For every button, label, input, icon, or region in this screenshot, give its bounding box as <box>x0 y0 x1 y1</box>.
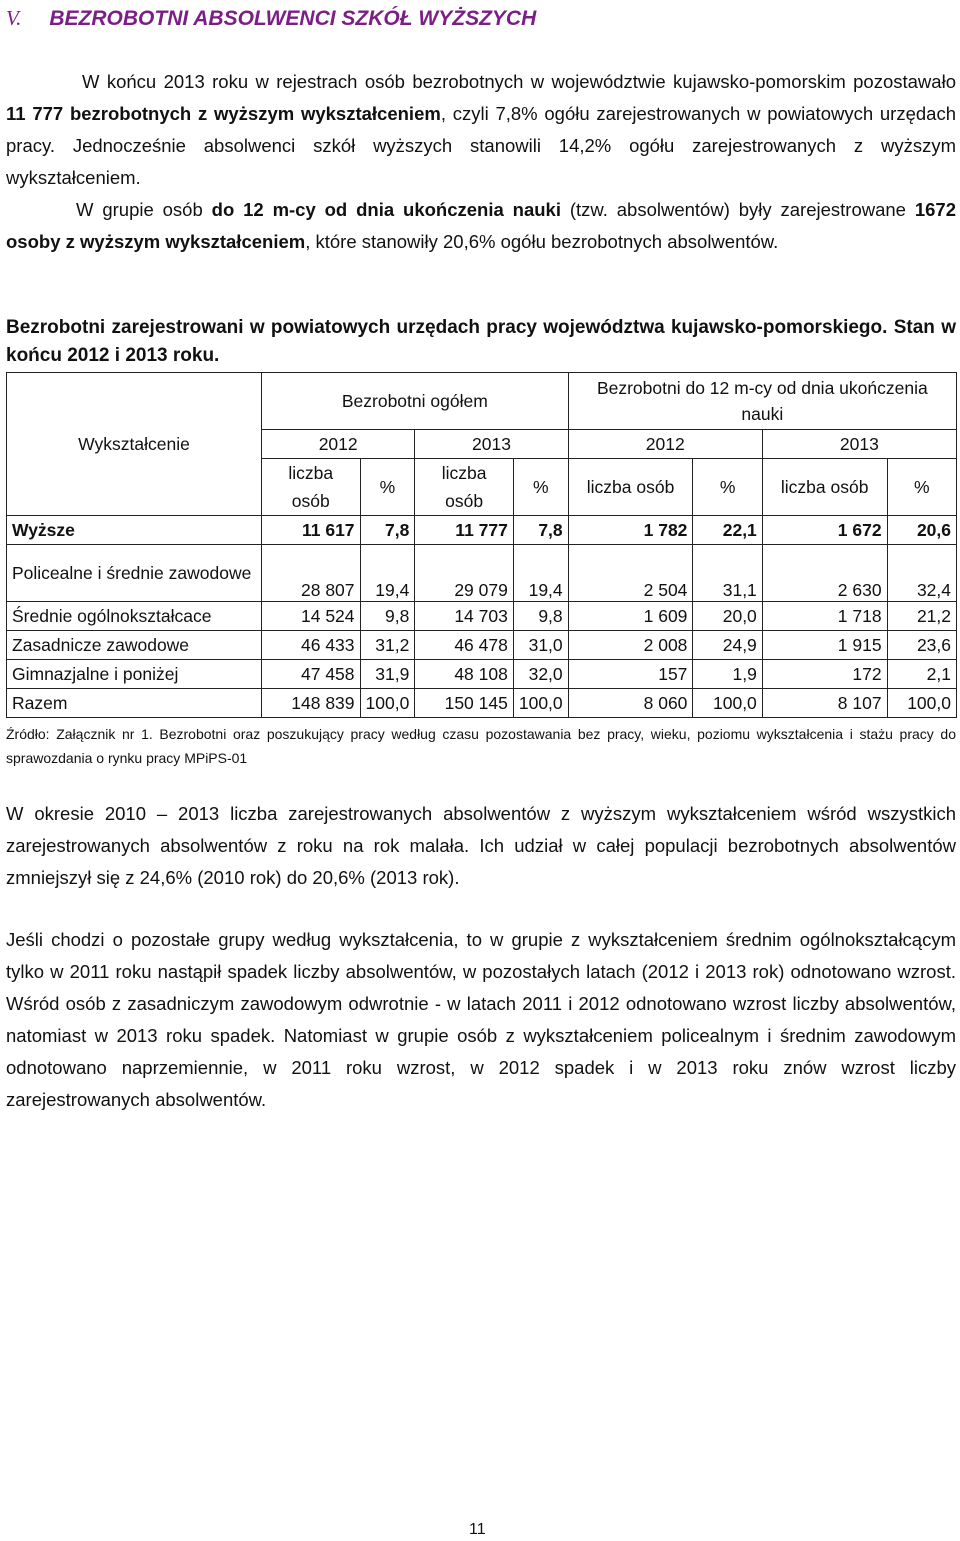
percent-cell: 31,1 <box>693 545 762 602</box>
count-cell: 150 145 <box>415 689 514 718</box>
count-cell: 157 <box>568 660 693 689</box>
count-cell: 2 630 <box>762 545 887 602</box>
section-heading <box>6 6 536 31</box>
sub-header-percent: % <box>513 459 568 516</box>
count-cell: 2 008 <box>568 631 693 660</box>
intro-p2-bold: do 12 m-cy od dnia ukończenia nauki <box>211 199 561 220</box>
count-cell: 14 524 <box>262 602 361 631</box>
percent-cell: 7,8 <box>513 516 568 545</box>
table-row <box>7 545 957 602</box>
count-cell: 29 079 <box>415 545 514 602</box>
percent-cell: 20,6 <box>887 516 956 545</box>
percent-cell: 100,0 <box>513 689 568 718</box>
header-corner-bottom <box>7 459 262 516</box>
percent-cell: 22,1 <box>693 516 762 545</box>
row-label: Średnie ogólnokształcace <box>7 602 262 631</box>
row-label: Razem <box>7 689 262 718</box>
percent-cell: 31,0 <box>513 631 568 660</box>
group-header-all: Bezrobotni ogółem <box>262 373 569 430</box>
sub-header-count: liczba osób <box>262 459 361 516</box>
page-number: 11 <box>469 1521 486 1538</box>
year-header: 2013 <box>415 430 568 459</box>
percent-cell: 19,4 <box>513 545 568 602</box>
intro-p2-text-2: (tzw. absolwentów) były zarejestrowane <box>560 199 915 220</box>
count-cell: 8 060 <box>568 689 693 718</box>
count-cell: 172 <box>762 660 887 689</box>
header-corner-top <box>7 373 262 430</box>
table-row <box>7 689 957 718</box>
count-cell: 1 609 <box>568 602 693 631</box>
sub-header-count: liczba osób <box>762 459 887 516</box>
percent-cell: 24,9 <box>693 631 762 660</box>
count-cell: 28 807 <box>262 545 361 602</box>
percent-cell: 100,0 <box>887 689 956 718</box>
row-label: Policealne i średnie zawodowe <box>7 545 262 602</box>
intro-p1-text: W końcu 2013 roku w rejestrach osób bezrobotnych w województwie kujawsko-pomorskim pozostawało <box>82 71 956 92</box>
body-paragraph-1: W okresie 2010 – 2013 liczba zarejestrowanych absolwentów z wyższym wykształceniem wśród wszystkich zarejestrowanych absolwentów z roku na rok malała. Ich udział w całej populacji bezrobotnych absolwentów zmniejszył się z 24,6% (2010 rok) do 20,6% (2013 rok). <box>6 803 956 888</box>
percent-cell: 31,2 <box>360 631 415 660</box>
count-cell: 46 433 <box>262 631 361 660</box>
count-cell: 1 718 <box>762 602 887 631</box>
count-cell: 11 617 <box>262 516 361 545</box>
count-cell: 1 782 <box>568 516 693 545</box>
year-header: 2013 <box>762 430 956 459</box>
percent-cell: 32,0 <box>513 660 568 689</box>
count-cell: 11 777 <box>415 516 514 545</box>
count-cell: 46 478 <box>415 631 514 660</box>
percent-cell: 21,2 <box>887 602 956 631</box>
count-cell: 47 458 <box>262 660 361 689</box>
percent-cell: 31,9 <box>360 660 415 689</box>
percent-cell: 7,8 <box>360 516 415 545</box>
row-label: Gimnazjalne i poniżej <box>7 660 262 689</box>
intro-block <box>6 66 956 258</box>
percent-cell: 32,4 <box>887 545 956 602</box>
intro-p2-text-3: , które stanowiły 20,6% ogółu bezrobotnych absolwentów. <box>305 231 779 252</box>
percent-cell: 1,9 <box>693 660 762 689</box>
sub-header-percent: % <box>693 459 762 516</box>
percent-cell: 20,0 <box>693 602 762 631</box>
count-cell: 48 108 <box>415 660 514 689</box>
body-paragraph-2: Jeśli chodzi o pozostałe grupy według wykształcenia, to w grupie z wykształceniem średnim ogólnokształcącym tylko w 2011 roku nastąpił spadek liczby absolwentów, w pozostałych latach (2012 i 2013 rok) odnotowano wzrost. Wśród osób z zasadniczym zawodowym odwrotnie - w latach 2011 i 2012 odnotowano wzrost liczby absolwentów, natomiast w 2013 roku spadek. Natomiast w grupie osób z wykształceniem policealnym i średnim zawodowym odnotowano naprzemiennie, w 2011 roku wzrost, w 2012 spadek i w 2013 roku znów wzrost liczby zarejestrowanych absolwentów. <box>6 929 956 1110</box>
intro-paragraph-2 <box>6 194 956 258</box>
year-header: 2012 <box>568 430 762 459</box>
count-cell: 1 915 <box>762 631 887 660</box>
percent-cell: 23,6 <box>887 631 956 660</box>
percent-cell: 19,4 <box>360 545 415 602</box>
intro-p2-bold-2: 1672 osoby z wyższym wykształceniem <box>6 199 956 252</box>
row-label: Wyższe <box>7 516 262 545</box>
sub-header-count: liczba osób <box>568 459 693 516</box>
sub-header-percent: % <box>360 459 415 516</box>
table-body <box>7 516 957 718</box>
unemployment-table <box>6 372 957 718</box>
year-header: 2012 <box>262 430 415 459</box>
percent-cell: 2,1 <box>887 660 956 689</box>
section-title: BEZROBOTNI ABSOLWENCI SZKÓŁ WYŻSZYCH <box>49 7 537 30</box>
sub-header-count: liczba osób <box>415 459 514 516</box>
sub-header-percent: % <box>887 459 956 516</box>
percent-cell: 100,0 <box>360 689 415 718</box>
intro-p1-bold: 11 777 bezrobotnych z wyższym wykształceniem <box>6 103 441 124</box>
intro-paragraph-1 <box>6 66 956 194</box>
percent-cell: 9,8 <box>513 602 568 631</box>
table-row <box>7 631 957 660</box>
intro-p2-text: W grupie osób <box>76 199 212 220</box>
count-cell: 14 703 <box>415 602 514 631</box>
count-cell: 148 839 <box>262 689 361 718</box>
table-row <box>7 660 957 689</box>
table-title: Bezrobotni zarejestrowani w powiatowych urzędach pracy województwa kujawsko-pomorskiego. Stan w końcu 2012 i 2013 roku. <box>6 317 956 366</box>
source-note: Źródło: Załącznik nr 1. Bezrobotni oraz poszukujący pracy według czasu pozostawania bez pracy, wieku, poziomu wykształcenia i stażu pracy do sprawozdania o rynku pracy MPiPS-01 <box>6 726 956 766</box>
table-row <box>7 602 957 631</box>
percent-cell: 100,0 <box>693 689 762 718</box>
percent-cell: 9,8 <box>360 602 415 631</box>
count-cell: 2 504 <box>568 545 693 602</box>
count-cell: 1 672 <box>762 516 887 545</box>
row-header-label: Wykształcenie <box>7 430 262 459</box>
row-label: Zasadnicze zawodowe <box>7 631 262 660</box>
section-number: V. <box>6 6 22 30</box>
table-row <box>7 516 957 545</box>
group-header-graduates: Bezrobotni do 12 m-cy od dnia ukończenia nauki <box>568 373 956 430</box>
count-cell: 8 107 <box>762 689 887 718</box>
intro-p1-text-2: , czyli 7,8% ogółu zarejestrowanych w powiatowych urzędach pracy. Jednocześnie absolwenci szkół wyższych stanowili 14,2% ogółu zarejestrowanych z wyższym wykształceniem. <box>6 103 956 188</box>
